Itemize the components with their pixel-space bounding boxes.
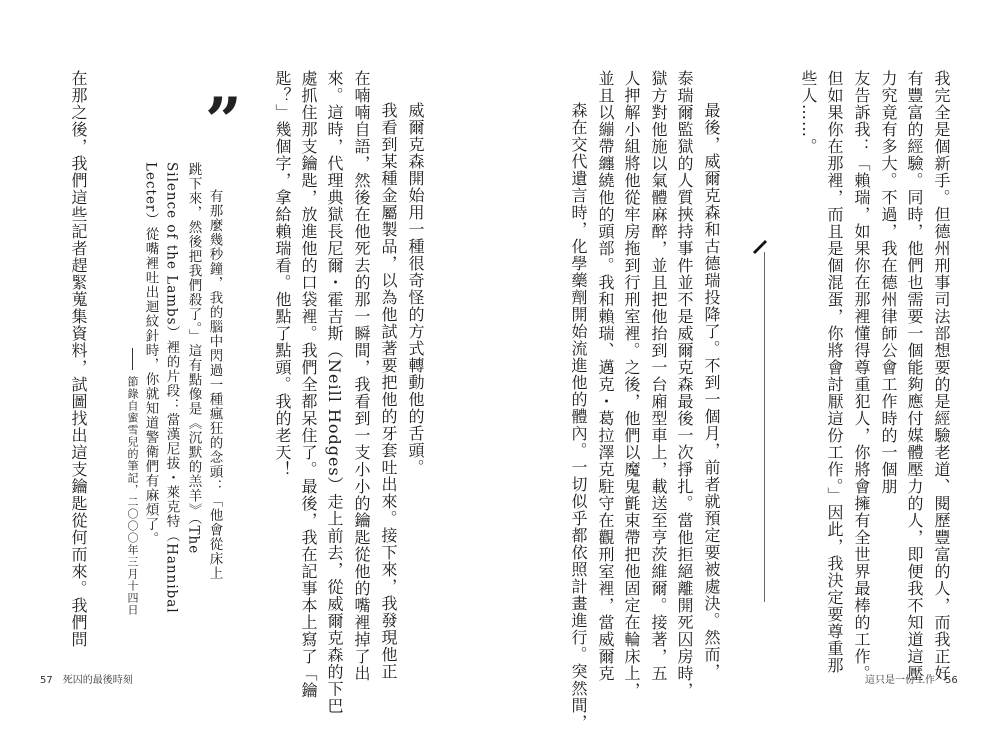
page-footer [865, 671, 958, 686]
body-column: 在那之後，我們這些記者趕緊蒐集資料，試圖找出這支鑰匙從何而來。我們問 [69, 70, 88, 648]
body-column: 力究竟有多大。不過，我在德州律師公會工作時的一個朋 [879, 70, 898, 495]
body-column: 友告訴我：「賴瑞，如果你在那裡懂得尊重犯人，你將會擁有全世界最棒的工作。 [852, 70, 871, 682]
attribution-text: 節錄自蜜雪兒的筆記，二〇〇〇年三月十四日 [126, 376, 139, 616]
body-column: 我看到某種金屬製品，以為他試著要把他的牙套吐出來。接下來，我發現他正 [379, 102, 398, 680]
quote-attribution [124, 348, 140, 616]
body-column: 處抓住那支鑰匙，放進他的口袋裡。我們全都呆住了。最後，我在記事本上寫了「鑰 [299, 70, 318, 699]
body-column: 並且以繃帶纏繞他的頭部。我和賴瑞、邁克・葛拉澤克駐守在觀刑室裡，當威爾克 [596, 70, 615, 682]
quote-column: Lecter）從嘴裡吐出迴紋針時，你就知道警衛們有麻煩了。 [142, 162, 159, 546]
body-column: 威爾克森開始用一種很奇怪的方式轉動他的舌頭。 [406, 102, 425, 476]
quote-column: Silence of the Lambs）裡的片段：當漢尼拔・萊克特（Hannibal [163, 162, 180, 614]
section-divider [764, 252, 765, 602]
page-number: 57 [40, 675, 53, 686]
body-column: 最後，威爾克森和古德瑞投降了。不到一個月，前者就預定要被處決。然而， [702, 102, 721, 680]
body-column: 但如果你在那裡，而且是個混蛋，你將會討厭這份工作。」因此，我決定要尊重那 [825, 70, 844, 674]
body-column: 在喃喃自語，然後在他死去的那一瞬間，我看到一支小小的鑰匙從他的嘴裡掉了出 [352, 70, 371, 682]
body-column: 來。這時，代理典獄長尼爾・霍吉斯（Neill Hodges）走上前去，從威爾克森的下巴 [325, 70, 344, 715]
quote-column: 跳下來，然後把我們殺了。」這有點像是《沉默的羔羊》（The [185, 162, 202, 555]
right-page [500, 0, 1000, 731]
body-column: 我完全是個新手。但德州刑事司法部想要的是經驗老道、閱歷豐富的人，而我正好 [932, 70, 951, 682]
body-column: 些人……。 [799, 70, 818, 155]
quote-mark-icon: ” [205, 84, 242, 159]
running-title: 這只是一份工作 [865, 675, 935, 686]
left-page [0, 0, 500, 715]
quote-column: 有那麼幾秒鐘，我的腦中閃過一種瘋狂的念頭：「他會從床上 [206, 189, 223, 581]
body-column: 有豐富的經驗。同時，他們也需要一個能夠應付媒體壓力的人，即便我不知道這壓 [905, 70, 924, 682]
body-column: 獄方對他施以氣體麻醉，並且把他抬到一台廂型車上，載送至亨茨維爾。接著，五 [649, 70, 668, 682]
running-title: 死囚的最後時刻 [62, 675, 133, 686]
body-column: 匙？」幾個字，拿給賴瑞看。他點了點頭。我的老天！ [273, 70, 292, 478]
body-column: 森在交代遺言時，化學藥劑開始流進他的體內。一切似乎都依照計畫進行。突然間， [569, 102, 588, 731]
page-number: 56 [945, 675, 958, 686]
body-column: 泰瑞爾監獄的人質挾持事件並不是威爾克森最後一次掙扎。當他拒絕離開死囚房時， [675, 70, 694, 699]
page-footer [40, 671, 133, 686]
body-column: 人押解小組將他從牢房拖到行刑室裡。之後，他們以魔鬼氈束帶把他固定在輪床上， [622, 70, 641, 699]
attribution-dash [132, 348, 133, 370]
